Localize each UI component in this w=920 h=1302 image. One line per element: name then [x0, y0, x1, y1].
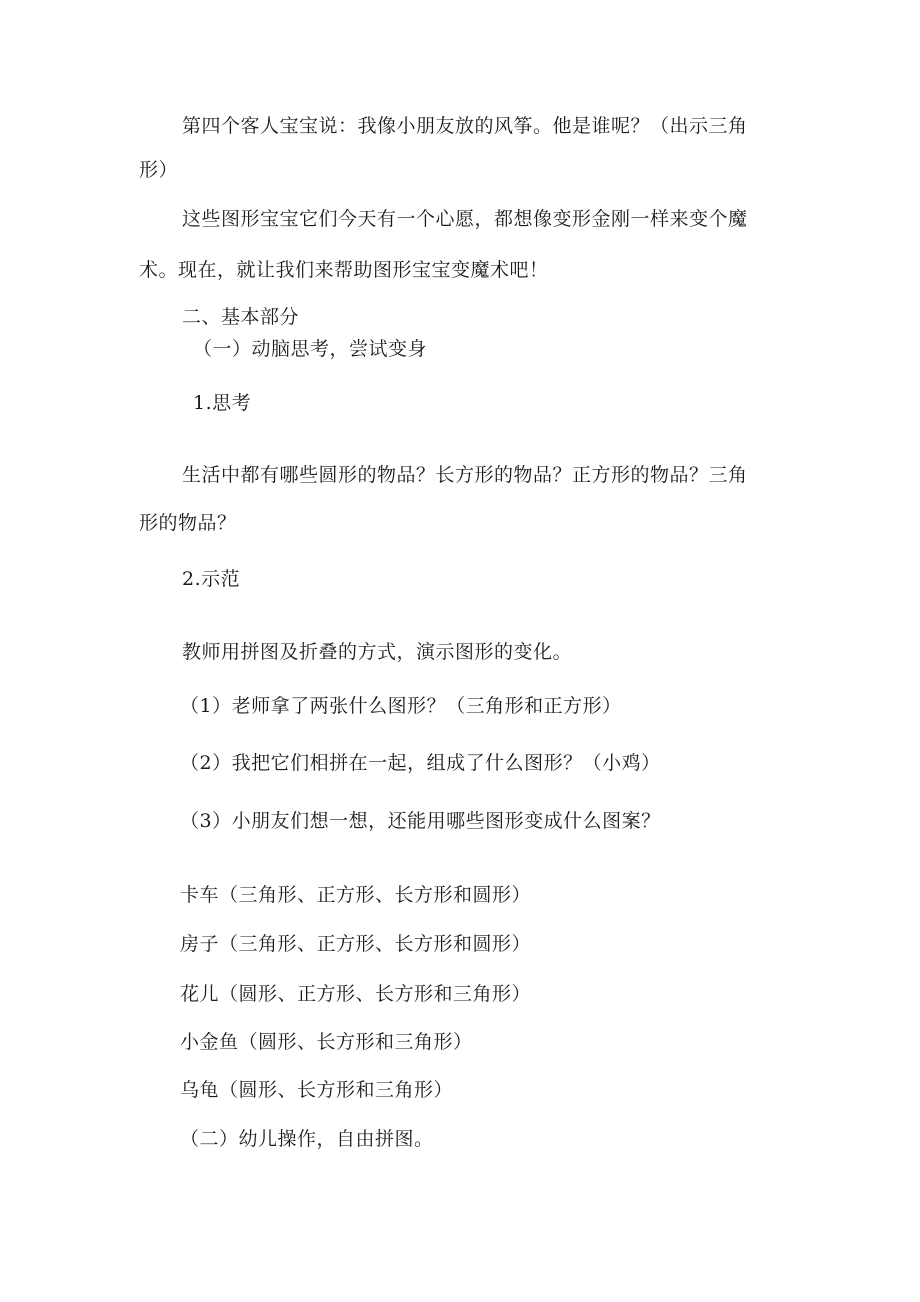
intro-paragraph-1-line-1: 第四个客人宝宝说：我像小朋友放的风筝。他是谁呢？（出示三角: [182, 115, 748, 137]
subsection-heading-one: （一）动脑思考，尝试变身: [193, 338, 428, 360]
intro-paragraph-2-line-1: 这些图形宝宝它们今天有一个心愿，都想像变形金刚一样来变个魔: [182, 208, 748, 230]
intro-paragraph-1-line-2: 形）: [139, 159, 179, 181]
step-2-text: 教师用拼图及折叠的方式，演示图形的变化。: [182, 641, 573, 663]
example-item: 卡车（三角形、正方形、长方形和圆形）: [180, 884, 532, 906]
example-item: 小金鱼（圆形、长方形和三角形）: [180, 1031, 473, 1053]
question-2: （2）我把它们相拼在一起，组成了什么图形？（小鸡）: [180, 752, 661, 774]
subsection-heading-two: （二）幼儿操作，自由拼图。: [180, 1128, 434, 1150]
example-item: 乌龟（圆形、长方形和三角形）: [180, 1079, 454, 1101]
step-1-heading: 1.思考: [193, 392, 252, 414]
intro-paragraph-2-line-2: 术。现在，就让我们来帮助图形宝宝变魔术吧！: [139, 259, 549, 281]
question-3: （3）小朋友们想一想，还能用哪些图形变成什么图案？: [180, 810, 661, 832]
step-1-question-line-1: 生活中都有哪些圆形的物品？长方形的物品？正方形的物品？三角: [182, 464, 748, 486]
step-1-question-line-2: 形的物品？: [139, 512, 237, 534]
example-item: 花儿（圆形、正方形、长方形和三角形）: [180, 983, 532, 1005]
question-1: （1）老师拿了两张什么图形？（三角形和正方形）: [180, 695, 622, 717]
section-heading-basic: 二、基本部分: [182, 306, 300, 328]
step-2-heading: 2.示范: [182, 568, 241, 590]
example-item: 房子（三角形、正方形、长方形和圆形）: [180, 933, 532, 955]
